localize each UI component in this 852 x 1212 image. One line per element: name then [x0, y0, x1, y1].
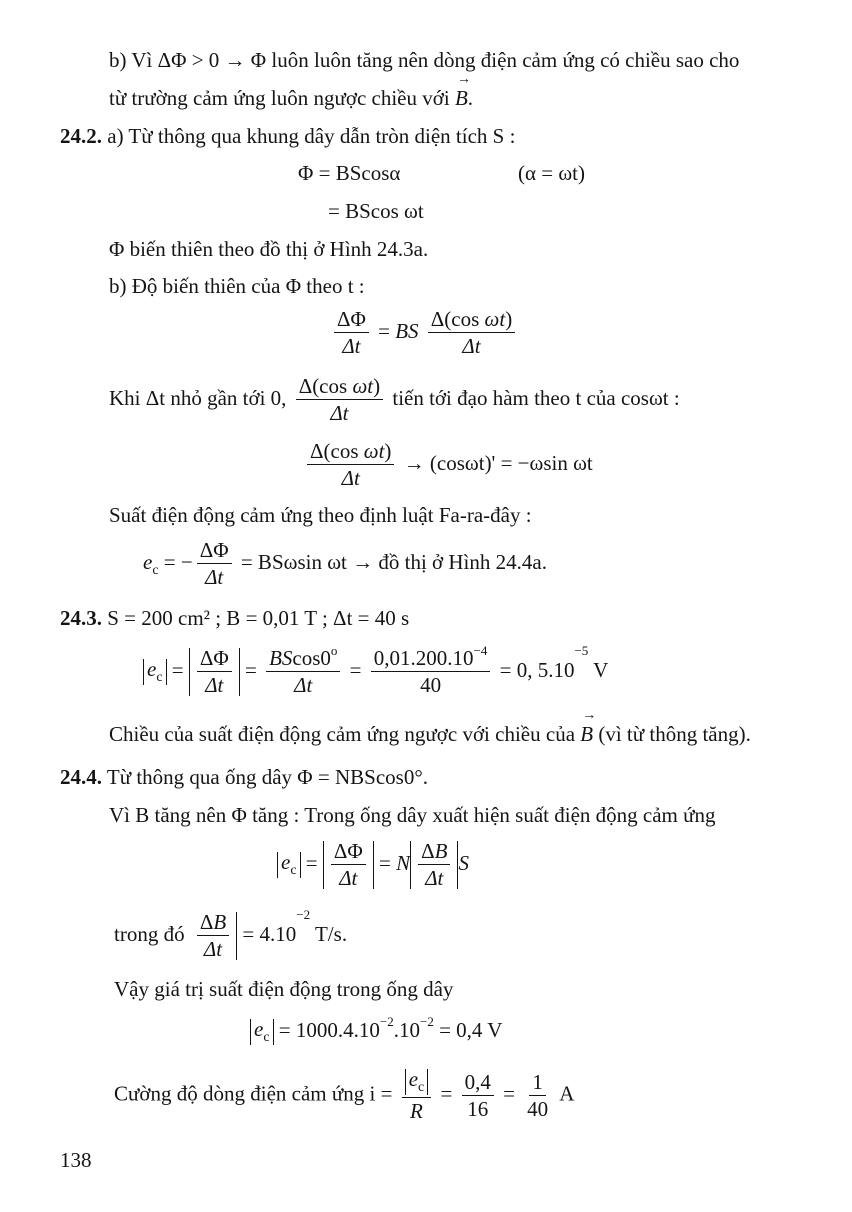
text-span: → (cosωt)' = −ωsin ωt: [403, 450, 593, 475]
text-line: Φ biến thiên theo đồ thị ở Hình 24.3a.: [109, 237, 429, 261]
vector-B: → B: [580, 724, 593, 745]
vector-B: → B: [455, 88, 468, 109]
text-line: Cường độ dòng điện cảm ứng i = $\frac{e_c}{R}$ = $\frac{0,4}{16}$ = $\frac{1}{40}$ A: [114, 1067, 575, 1124]
text-span: tiến tới đạo hàm theo t của cosωt :: [392, 385, 680, 410]
text-span: từ trường cảm ứng luôn ngược chiều với: [109, 86, 455, 110]
formula-emf: $e_c$ = − $\frac{\Delta\Phi}{\Delta t}$ = BSωsin ωt → đồ thị ở Hình 24.4a.: [143, 538, 547, 589]
formula-ec-value: $e_c = 1000.4.10^{-2}.10^{-2} = 0,4$ V: [250, 1019, 502, 1045]
page-number: 138: [60, 1148, 92, 1172]
text-line: trong đó $\frac{\Delta B}{\Delta t}$ = $4.10^{-2}$ T/s.: [114, 907, 348, 961]
text-line: [60, 767, 428, 788]
text-line: từ trường cảm ứng luôn ngược chiều với → B.: [109, 88, 473, 109]
text-line: [60, 126, 515, 147]
text-line: Vì B tăng nên Φ tăng : Trong ống dây xuất hiện suất điện động cảm ứng: [109, 803, 716, 827]
formula-ec-244: $e_c$ = $\frac{\Delta\Phi}{\Delta t}$ = N $\frac{\Delta B}{\Delta t}$ S: [277, 841, 469, 889]
exercise-number: 24.4.: [60, 765, 102, 789]
formula-ec-243: $e_c$ = $\frac{\Delta\Phi}{\Delta t}$ = $\frac{BScos0^o}{\Delta t}$ = $\frac{0,01.200.10^{-4}}{40}$ = 0, $5.10^{-5}$ V: [143, 648, 608, 696]
formula-dphi-dt: $\frac{\Delta\Phi}{\Delta t}$ = BS $\frac{\text{Δ(cos ωt)}}{\Delta t}$: [330, 309, 519, 357]
formula-line: = BScos ωt: [328, 199, 424, 223]
text-span: S = 200 cm² ; B = 0,01 T ; Δt = 40 s: [102, 606, 410, 630]
text-line: b) Vì ΔΦ > 0 → Φ luôn luôn tăng nên dòng điện cảm ứng có chiều sao cho: [109, 48, 740, 72]
text-span: = BSωsin ωt → đồ thị ở Hình 24.4a.: [240, 549, 547, 574]
formula-derivative: $\frac{\text{Δ(cos ωt)}}{\Delta t}$ → (cosωt)' = −ωsin ωt: [303, 441, 593, 489]
text-span: trong đó: [114, 921, 185, 946]
text-span: a) Từ thông qua khung dây dẫn tròn diện tích S :: [102, 124, 516, 148]
text-line: [60, 608, 409, 629]
text-span: (vì từ thông tăng).: [593, 722, 751, 746]
text-span: Chiều của suất điện động cảm ứng ngược với chiều của: [109, 722, 581, 746]
text-line: [109, 724, 751, 745]
text-line: b) Độ biến thiên của Φ theo t :: [109, 274, 365, 298]
text-span: Cường độ dòng điện cảm ứng i =: [114, 1081, 393, 1106]
formula-note: (α = ωt): [518, 161, 585, 185]
exercise-number: 24.3.: [60, 606, 102, 630]
text-line: Vậy giá trị suất điện động trong ống dây: [114, 977, 454, 1001]
text-line: Suất điện động cảm ứng theo định luật Fa-ra-đây :: [109, 503, 532, 527]
formula-line: Φ = BScosα: [298, 161, 401, 185]
text-span: Khi Δt nhỏ gần tới 0,: [109, 385, 287, 410]
text-span: Từ thông qua ống dây Φ = NBScos0°.: [102, 765, 428, 789]
text-line: Khi Δt nhỏ gần tới 0, $\frac{\text{Δ(cos ωt)}}{\Delta t}$ tiến tới đạo hàm theo t của cosωt :: [109, 374, 680, 425]
exercise-number: 24.2.: [60, 124, 102, 148]
